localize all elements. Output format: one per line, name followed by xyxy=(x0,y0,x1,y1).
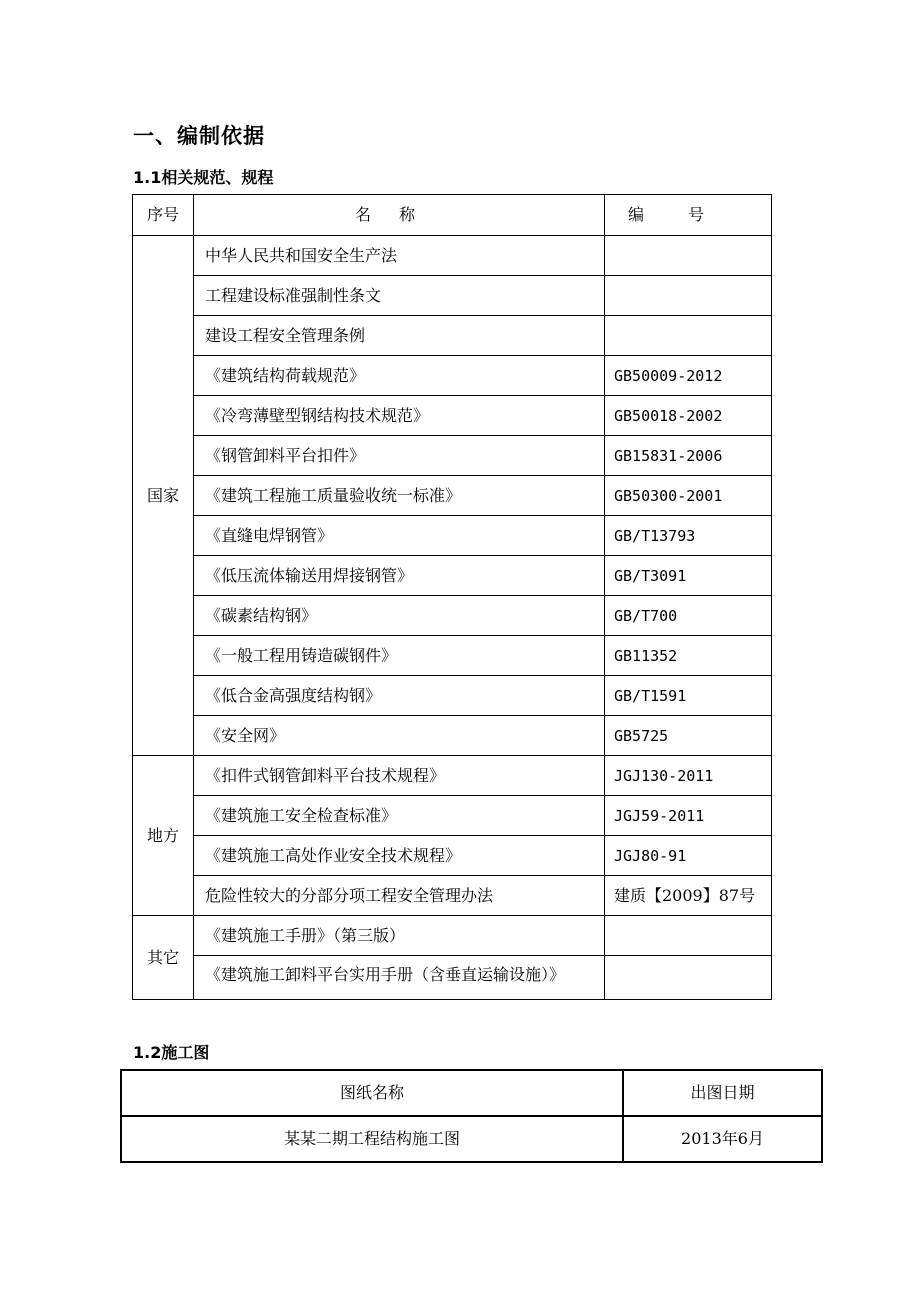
standard-code-cell xyxy=(605,916,772,956)
standard-name-cell: 《冷弯薄壁型钢结构技术规范》 xyxy=(194,396,605,436)
table-header-row xyxy=(133,195,772,236)
standard-code-cell: 建质【2009】87号 xyxy=(605,876,772,916)
standard-code-cell: GB/T700 xyxy=(605,596,772,636)
standard-code-cell: JGJ59-2011 xyxy=(605,796,772,836)
table-row xyxy=(133,396,772,436)
standard-name-cell: 《建筑工程施工质量验收统一标准》 xyxy=(194,476,605,516)
standard-code-cell: GB50300-2001 xyxy=(605,476,772,516)
category-cell: 国家 xyxy=(133,236,194,756)
table-row xyxy=(133,236,772,276)
standard-name-cell: 《安全网》 xyxy=(194,716,605,756)
table-row xyxy=(133,556,772,596)
standard-code-cell: GB50018-2002 xyxy=(605,396,772,436)
standard-code-cell: GB50009-2012 xyxy=(605,356,772,396)
section-2-title: 1.2施工图 xyxy=(133,1043,210,1062)
standard-code-cell xyxy=(605,316,772,356)
standard-name-cell: 《直缝电焊钢管》 xyxy=(194,516,605,556)
table-row xyxy=(133,756,772,796)
table-row xyxy=(133,596,772,636)
header-name: 名称 xyxy=(194,195,605,236)
table-row xyxy=(133,716,772,756)
table-row xyxy=(133,956,772,1000)
standard-code-cell xyxy=(605,276,772,316)
category-cell: 地方 xyxy=(133,756,194,916)
header-issue-date: 出图日期 xyxy=(623,1070,822,1116)
standard-name-cell: 《建筑结构荷载规范》 xyxy=(194,356,605,396)
standard-name-cell: 《一般工程用铸造碳钢件》 xyxy=(194,636,605,676)
issue-date-cell: 2013年6月 xyxy=(623,1116,822,1162)
standard-code-cell xyxy=(605,956,772,1000)
standard-name-cell: 《建筑施工卸料平台实用手册（含垂直运输设施）》 xyxy=(194,956,605,1000)
standard-code-cell: GB/T1591 xyxy=(605,676,772,716)
table-row xyxy=(133,836,772,876)
standard-name-cell: 《低压流体输送用焊接钢管》 xyxy=(194,556,605,596)
header-serial: 序号 xyxy=(133,195,194,236)
table-row xyxy=(121,1116,822,1162)
standard-name-cell: 建设工程安全管理条例 xyxy=(194,316,605,356)
table-row xyxy=(133,316,772,356)
standard-code-cell: JGJ130-2011 xyxy=(605,756,772,796)
table-row xyxy=(133,476,772,516)
standard-name-cell: 《建筑施工手册》（第三版） xyxy=(194,916,605,956)
standard-code-cell: JGJ80-91 xyxy=(605,836,772,876)
standard-name-cell: 危险性较大的分部分项工程安全管理办法 xyxy=(194,876,605,916)
table-row xyxy=(133,916,772,956)
category-cell: 其它 xyxy=(133,916,194,1000)
table-row xyxy=(133,276,772,316)
standard-code-cell: GB15831-2006 xyxy=(605,436,772,476)
header-drawing-name: 图纸名称 xyxy=(121,1070,623,1116)
standard-name-cell: 《钢管卸料平台扣件》 xyxy=(194,436,605,476)
standard-code-cell xyxy=(605,236,772,276)
page-heading: 一、编制依据 xyxy=(133,124,265,148)
table-header-row xyxy=(121,1070,822,1116)
table-row xyxy=(133,676,772,716)
table-row xyxy=(133,796,772,836)
standard-code-cell: GB11352 xyxy=(605,636,772,676)
table-row xyxy=(133,516,772,556)
drawings-table xyxy=(120,1069,823,1163)
standard-name-cell: 《低合金高强度结构钢》 xyxy=(194,676,605,716)
section-1-title: 1.1相关规范、规程 xyxy=(133,168,274,187)
standard-name-cell: 《扣件式钢管卸料平台技术规程》 xyxy=(194,756,605,796)
table-row xyxy=(133,636,772,676)
table-row xyxy=(133,436,772,476)
standard-name-cell: 中华人民共和国安全生产法 xyxy=(194,236,605,276)
standard-code-cell: GB/T13793 xyxy=(605,516,772,556)
header-code: 编号 xyxy=(605,195,772,236)
drawing-name-cell: 某某二期工程结构施工图 xyxy=(121,1116,623,1162)
standards-table xyxy=(132,194,772,1000)
standard-code-cell: GB5725 xyxy=(605,716,772,756)
standard-name-cell: 《建筑施工高处作业安全技术规程》 xyxy=(194,836,605,876)
standard-name-cell: 工程建设标准强制性条文 xyxy=(194,276,605,316)
table-row xyxy=(133,876,772,916)
table-row xyxy=(133,356,772,396)
standard-code-cell: GB/T3091 xyxy=(605,556,772,596)
standard-name-cell: 《碳素结构钢》 xyxy=(194,596,605,636)
standard-name-cell: 《建筑施工安全检查标准》 xyxy=(194,796,605,836)
